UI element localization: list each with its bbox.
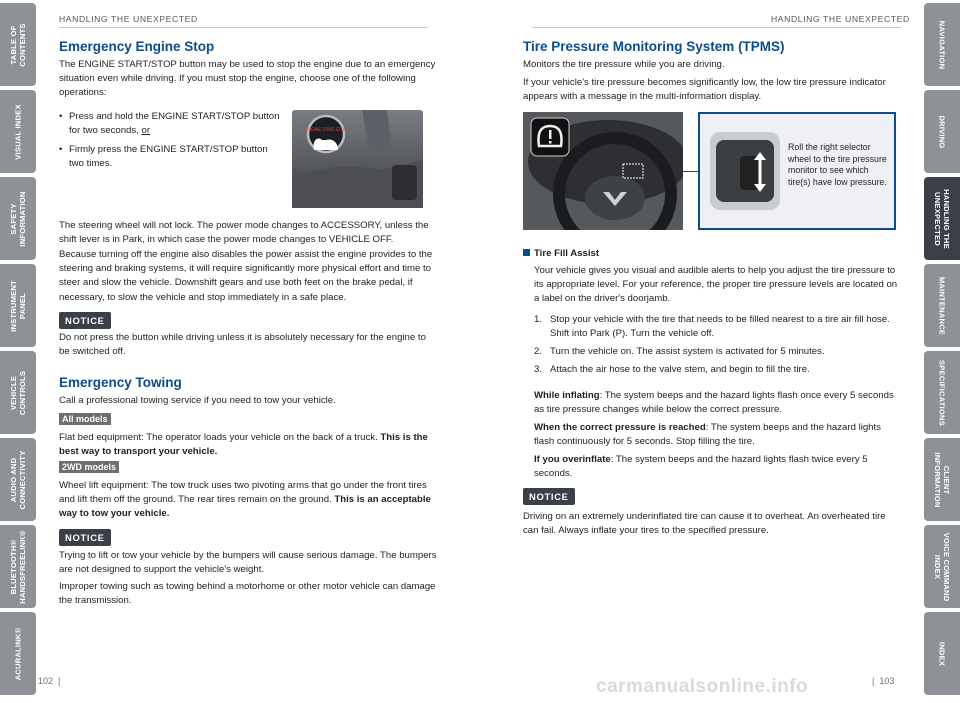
watermark: carmanualsonline.info	[596, 676, 809, 697]
tab-safety-information[interactable]: SAFETY INFORMATION	[0, 177, 36, 260]
tab-specifications[interactable]: SPECIFICATIONS	[924, 351, 960, 434]
towing-notice-text1: Trying to lift or tow your vehicle by the bumpers will cause serious damage. The bumpers are not designed to support the vehicle's weight.	[59, 550, 437, 576]
tab-driving[interactable]: DRIVING	[924, 90, 960, 173]
tab-maintenance[interactable]: MAINTENANCE	[924, 264, 960, 347]
steering-wheel-photo	[523, 112, 683, 230]
tab-client-information[interactable]: CLIENT INFORMATION	[924, 438, 960, 521]
list-item: • Firmly press the ENGINE START/STOP button two times.	[59, 143, 284, 171]
tab-navigation[interactable]: NAVIGATION	[924, 3, 960, 86]
engine-button-label: ENGINE START STOP	[305, 127, 347, 132]
correct-pressure-text: When the correct pressure is reached: The system beeps and the hazard lights flash continuously for 5 seconds. Stop filling the tire.	[534, 422, 881, 448]
towing-title: Emergency Towing	[59, 375, 182, 390]
list-item: • Press and hold the ENGINE START/STOP button for two seconds, or	[59, 110, 284, 138]
flatbed-text: Flat bed equipment: The operator loads your vehicle on the back of a truck. This is the best way to transport your vehicle.	[59, 432, 428, 458]
tab-visual-index[interactable]: VISUAL INDEX	[0, 90, 36, 173]
engine-stop-options	[59, 110, 284, 176]
tab-vehicle-controls[interactable]: VEHICLE CONTROLS	[0, 351, 36, 434]
notice-badge: NOTICE	[59, 312, 111, 329]
notice-badge: NOTICE	[523, 488, 575, 505]
engine-stop-title: Emergency Engine Stop	[59, 39, 215, 54]
tpms-title: Tire Pressure Monitoring System (TPMS)	[523, 39, 785, 54]
notice-badge: NOTICE	[59, 529, 111, 546]
engine-stop-para2: Because turning off the engine also disables the power assist the engine provides to the steering and braking systems, it will require significantly more physical effort and time to steer and slow the vehicle. Downshift gears and use both feet on the brake pedal, if necessary, to slow the vehicle and stop immediately in a safe place.	[59, 249, 433, 303]
tab-instrument-panel[interactable]: INSTRUMENT PANEL	[0, 264, 36, 347]
list-item: 1. Stop your vehicle with the tire that needs to be filled nearest to a tire air fill hose. Shift into Park (P). Turn the vehicle off.	[534, 314, 890, 339]
section-marker-icon	[523, 249, 530, 256]
tpms-intro1: Monitors the tire pressure while you are driving.	[523, 59, 725, 70]
engine-stop-para1: The steering wheel will not lock. The power mode changes to ACCESSORY, unless the shift lever is in Park, in which case the power mode changes to VEHICLE OFF.	[59, 220, 429, 246]
overinflate-text: If you overinflate: The system beeps and the hazard lights flash twice every 5 seconds.	[534, 454, 868, 480]
tpms-intro2: If your vehicle's tire pressure becomes significantly low, the low tire pressure indicator appears with a message in the multi-information display.	[523, 77, 886, 103]
engine-start-button-photo	[292, 110, 423, 208]
towing-intro: Call a professional towing service if you need to tow your vehicle.	[59, 395, 336, 406]
callout-text: Roll the right selector wheel to the tire pressure monitor to see which tire(s) have low pressure.	[788, 142, 887, 187]
page-number-left: 102 |	[38, 676, 61, 686]
right-section-tabs	[924, 0, 960, 703]
selector-wheel-image	[710, 132, 780, 210]
selector-wheel-callout	[698, 112, 896, 230]
tab-acuralink[interactable]: ACURALINK®	[0, 612, 36, 695]
engine-stop-intro: The ENGINE START/STOP button may be used to stop the engine due to an emergency situation even while driving. If you must stop the engine, choose one of the following operations:	[59, 59, 436, 99]
head-rule-left	[59, 27, 428, 28]
page-number-right: | 103	[872, 676, 895, 686]
tpms-notice-text: Driving on an extremely underinflated tire can cause it to overheat. An overheated tire can fail. Always inflate your tires to the specified pressure.	[523, 511, 886, 537]
head-rule-right	[532, 27, 901, 28]
while-inflating-text: While inflating: The system beeps and the hazard lights flash once every 5 seconds as tire pressure changes while below the correct pressure.	[534, 390, 894, 416]
tab-bluetooth-handsfreelink[interactable]: BLUETOOTH® HANDSFREELINK®	[0, 525, 36, 608]
list-item: 3. Attach the air hose to the valve stem, and begin to fill the tire.	[534, 364, 810, 375]
callout-connector	[683, 171, 698, 172]
fill-assist-intro: Your vehicle gives you visual and audible alerts to help you adjust the tire pressure to its appropriate level. For your reference, the proper tire pressure levels are located on a label on the driver's doorjamb.	[534, 265, 898, 305]
2wd-models-label: 2WD models	[59, 461, 119, 473]
left-section-tabs	[0, 0, 36, 703]
towing-notice-text2: Improper towing such as towing behind a motorhome or other motor vehicle can damage the transmission.	[59, 581, 436, 607]
running-head-left: HANDLING THE UNEXPECTED	[59, 14, 198, 24]
engine-stop-notice-text: Do not press the button while driving unless it is absolutely necessary for the engine to be switched off.	[59, 332, 426, 358]
wheel-lift-text: Wheel lift equipment: The tow truck uses two pivoting arms that go under the front tires and lift them off the ground. The rear tires remain on the ground. This is an acceptable way to tow your vehicle.	[59, 480, 431, 520]
tab-index[interactable]: INDEX	[924, 612, 960, 695]
tab-handling-the-unexpected[interactable]: HANDLING THE UNEXPECTED	[924, 177, 960, 260]
all-models-label: All models	[59, 413, 111, 425]
running-head-right: HANDLING THE UNEXPECTED	[771, 14, 910, 24]
list-item: 2. Turn the vehicle on. The assist system is activated for 5 minutes.	[534, 346, 825, 357]
tab-voice-command-index[interactable]: VOICE COMMAND INDEX	[924, 525, 960, 608]
tab-table-of-contents[interactable]: TABLE OF CONTENTS	[0, 3, 36, 86]
tab-audio-connectivity[interactable]: AUDIO AND CONNECTIVITY	[0, 438, 36, 521]
fill-assist-steps	[534, 313, 902, 381]
tire-fill-assist-heading: Tire Fill Assist	[523, 247, 599, 261]
